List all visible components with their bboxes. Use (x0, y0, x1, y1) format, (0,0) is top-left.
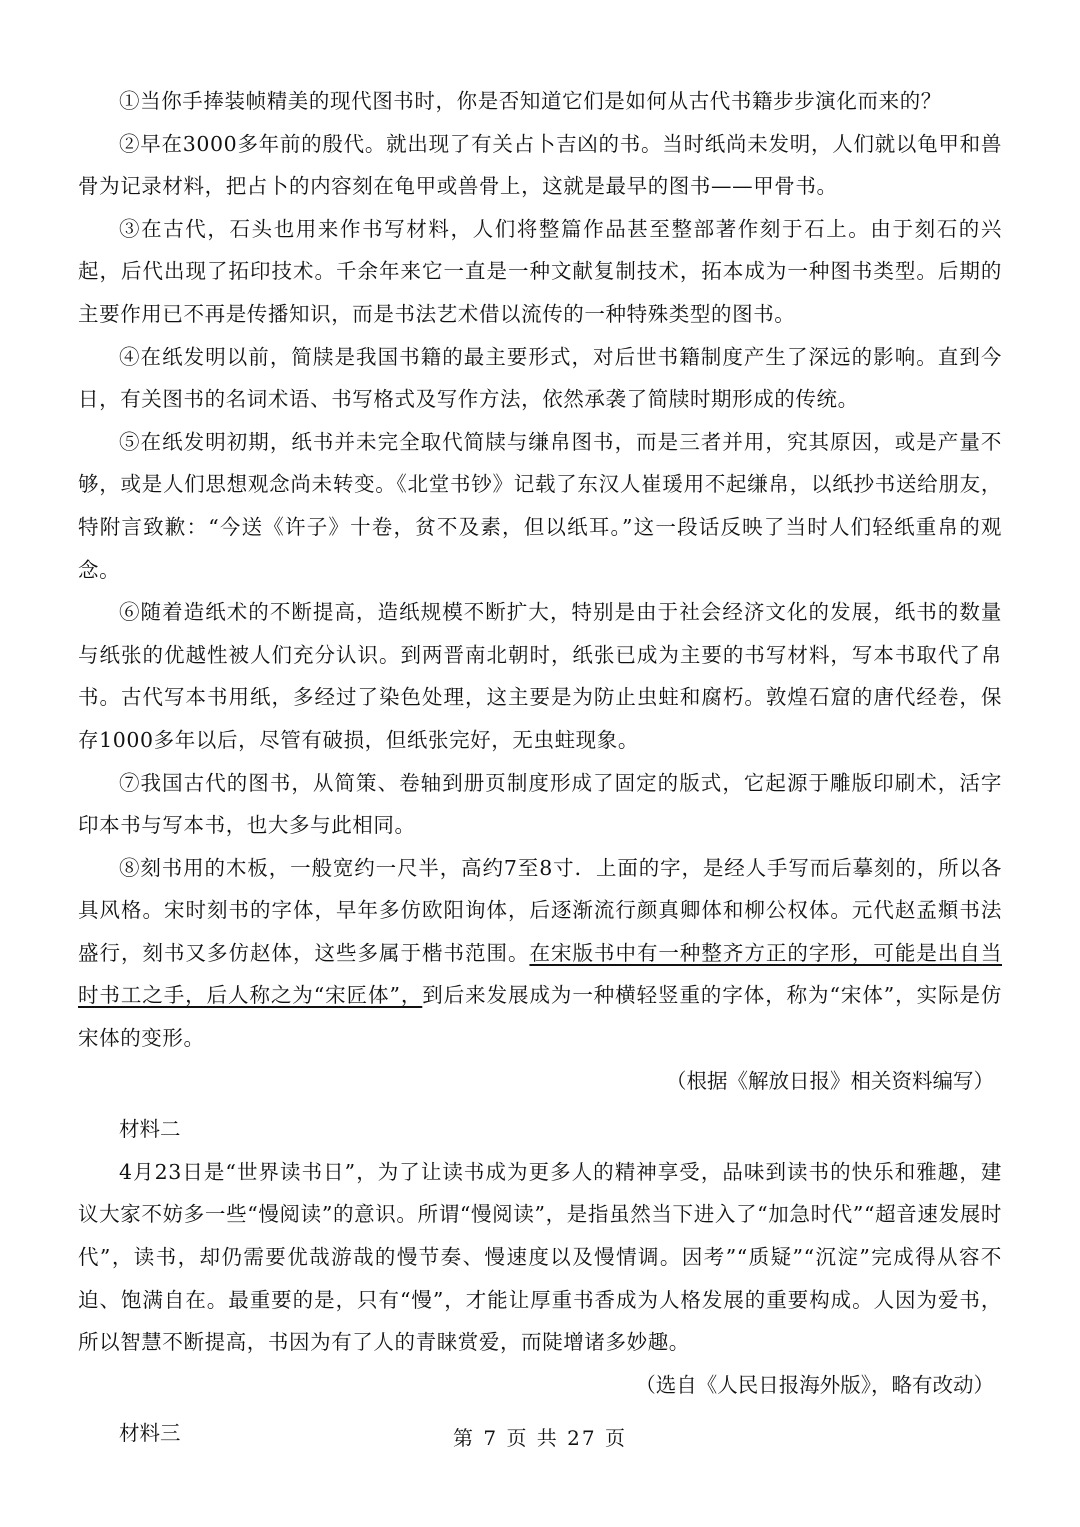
source-citation-1: （根据《解放日报》相关资料编写） (666, 1068, 994, 1093)
material-3-label: 材料三 (119, 1421, 181, 1446)
page-content (78, 80, 1002, 1455)
underlined-sentence: 在宋版书中有一种整齐方正的字形，可能是出自当时书工之手，后人称之为“宋匠体”， (78, 940, 1002, 1008)
paragraph-6: ⑥随着造纸术的不断提高，造纸规模不断扩大，特别是由于社会经济文化的发展，纸书的数量与纸张的优越性被人们充分认识。到两晋南北朝时，纸张已成为主要的书写材料，写本书取代了帛书。古代写本书用纸，多经过了染色处理，这主要是为防止虫蛀和腐朽。敦煌石窟的唐代经卷，保存1000多年以后，尽管有破损，但纸张完好，无虫蛀现象。 (78, 600, 1002, 752)
page-number-footer: 第 7 页 共 27 页 (453, 1426, 627, 1450)
paragraph-7: ⑦我国古代的图书，从简策、卷轴到册页制度形成了固定的版式，它起源于雕版印刷术，活字印本书与写本书，也大多与此相同。 (78, 770, 1002, 838)
paragraph-8 (78, 847, 1002, 1060)
paragraph-1: ①当你手捧装帧精美的现代图书时，你是否知道它们是如何从古代书籍步步演化而来的？ (119, 89, 942, 113)
paragraph-3: ③在古代，石头也用来作书写材料，人们将整篇作品甚至整部著作刻于石上。由于刻石的兴起，后代出现了拓印技术。千余年来它一直是一种文献复制技术，拓本成为一种图书类型。后期的主要作用已不再是传播知识，而是书法艺术借以流传的一种特殊类型的图书。 (78, 216, 1002, 326)
paragraph-8-part-b: 到后来发展成为一种横轻竖重的字体，称为“宋体”，实际是仿宋体的变形。 (78, 983, 1002, 1051)
material-2-text: 4月23日是“世界读书日”，为了让读书成为更多人的精神享受，品味到读书的快乐和雅趣，建议大家不妨多一些“慢阅读”的意识。所谓“慢阅读”，是指虽然当下进入了“加急时代”“超音速发展时代”，读书，却仍需要优哉游哉的慢节奏、慢速度以及慢情调。因考”“质疑”“沉淀”完成得从容不迫、饱满自在。最重要的是，只有“慢”，才能让厚重书香成为人格发展的重要构成。人因为爱书，所以智慧不断提高，书因为有了人的青睐赏爱，而陡增诸多妙趣。 (78, 1159, 1002, 1355)
paragraph-2: ②早在3000多年前的殷代。就出现了有关占卜吉凶的书。当时纸尚未发明，人们就以龟甲和兽骨为记录材料，把占卜的内容刻在龟甲或兽骨上，这就是最早的图书——甲骨书。 (78, 131, 1002, 199)
paragraph-8-part-a: ⑧刻书用的木板，一般宽约一尺半，高约7至8寸．上面的字，是经人手写而后摹刻的，所以各具风格。宋时刻书的字体，早年多仿欧阳询体，后逐渐流行颜真卿体和柳公权体。元代赵孟頫书法盛行，刻书又多仿赵体，这些多属于楷书范围。 (78, 855, 1002, 965)
paragraph-5: ⑤在纸发明初期，纸书并未完全取代简牍与缣帛图书，而是三者并用，究其原因，或是产量不够，或是人们思想观念尚未转变。《北堂书钞》记载了东汉人崔瑗用不起缣帛，以纸抄书送给朋友，特附言致歉：“今送《许子》十卷，贫不及素，但以纸耳。”这一段话反映了当时人们轻纸重帛的观念。 (78, 429, 1002, 582)
paragraph-4: ④在纸发明以前，简牍是我国书籍的最主要形式，对后世书籍制度产生了深远的影响。直到今日，有关图书的名词术语、书写格式及写作方法，依然承袭了简牍时期形成的传统。 (78, 344, 1002, 412)
material-2-label: 材料二 (119, 1117, 181, 1142)
source-citation-2: （选自《人民日报海外版》，略有改动） (635, 1372, 994, 1397)
